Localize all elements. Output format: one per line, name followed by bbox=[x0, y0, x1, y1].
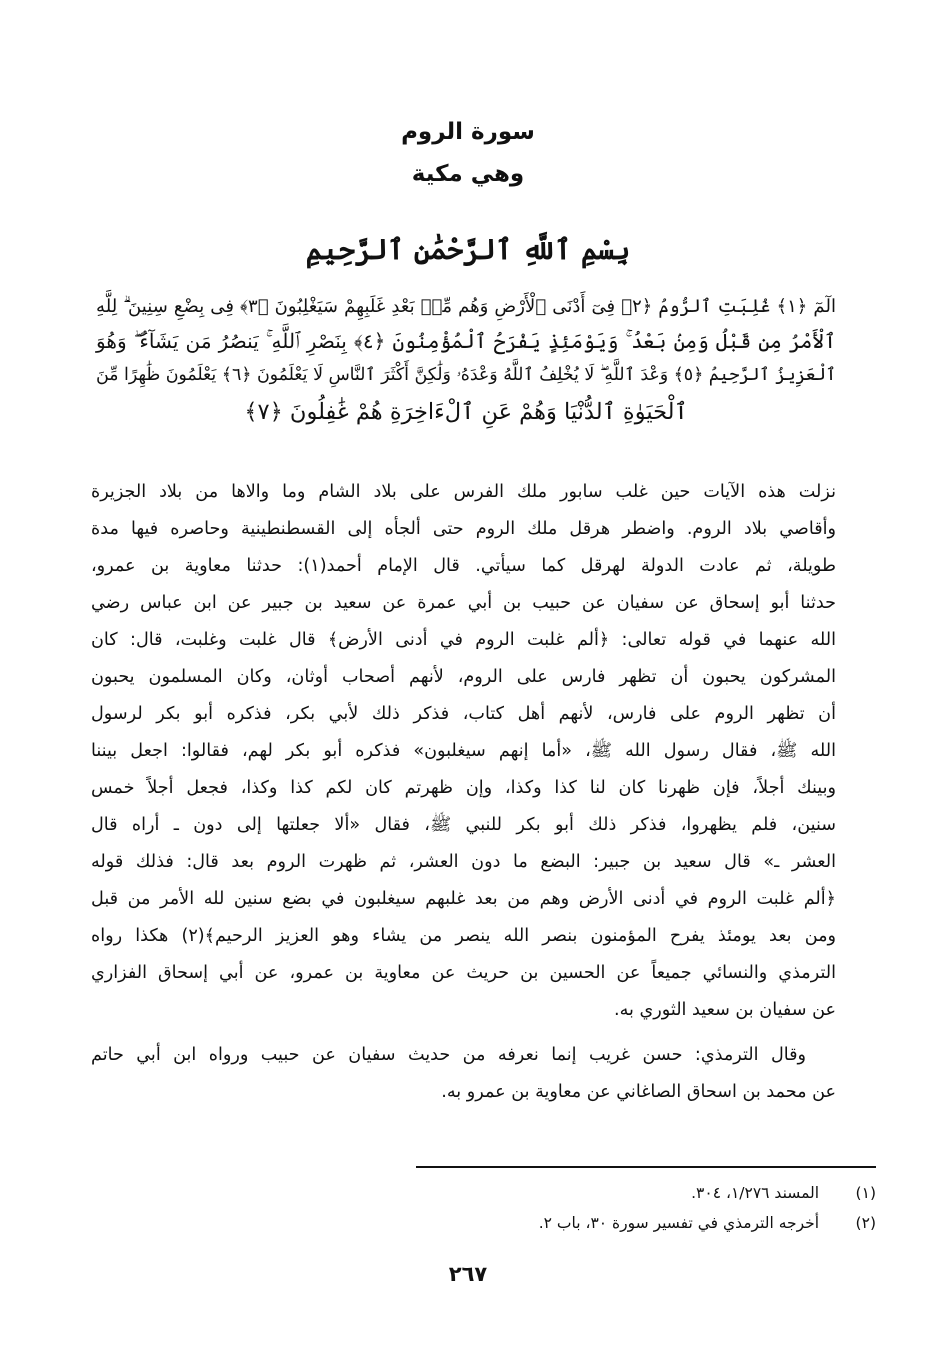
surah-subtitle: وهي مكية bbox=[411, 161, 525, 187]
body-line: الله ﷺ، فقال رسول الله ﷺ، «أما إنهم سيغلبون» فذكره أبو بكر لهم، فقالوا: اجعل بيننا bbox=[91, 741, 836, 761]
surah-title: سورة الروم bbox=[401, 119, 535, 145]
body-line: سنين، فلم يظهروا، فذكر ذلك أبو بكر للنبي ﷺ، فقال «ألا جعلتها إلى دون ـ أراه قال bbox=[91, 815, 836, 835]
body-line: ﴿ألم غلبت الروم في أدنى الأرض وهم من بعد غلبهم سيغلبون في بضع سنين لله الأمر من قبل bbox=[91, 889, 836, 909]
body-line: عن سفيان بن سعيد الثوري به. bbox=[614, 1000, 836, 1020]
footnote-number: (٢) bbox=[855, 1214, 876, 1232]
verse-line: ٱلْعَزِيزُ ٱلرَّحِيمُ ﴿٥﴾ وَعْدَ ٱللَّهِ ۖ لَا يُخْلِفُ ٱللَّهُ وَعْدَهُۥ وَلَٰكِنَّ أَكْثَرَ ٱلنَّاسِ لَا يَعْلَمُونَ ﴿٦﴾ يَعْلَمُونَ ظَٰهِرًا مِّنَ bbox=[96, 365, 836, 385]
verse-line: ٱلْأَمْرُ مِن قَبْلُ وَمِنۢ بَعْدُ ۚ وَيَوْمَئِذٍ يَفْرَحُ ٱلْمُؤْمِنُونَ ﴿٤﴾ بِنَصْرِ ٱللَّهِ ۚ يَنصُرُ مَن يَشَآءُ ۖ وَهُوَ bbox=[96, 329, 836, 353]
body-line: الترمذي والنسائي جميعاً عن الحسين بن حريث عن معاوية بن عمرو، عن أبي إسحاق الفزاري bbox=[91, 963, 836, 983]
basmala-calligraphy: بِسْمِ ٱللَّهِ ٱلرَّحْمَٰنِ ٱلرَّحِيمِ bbox=[305, 233, 631, 266]
body-line: عن محمد بن اسحاق الصاغاني عن معاوية بن عمرو به. bbox=[441, 1082, 836, 1102]
body-line: طويلة، ثم عادت الدولة لهرقل كما سيأتي. قال الإمام أحمد(١): حدثنا معاوية بن عمرو، bbox=[91, 556, 837, 576]
footnote-divider bbox=[416, 1166, 876, 1168]
body-line: نزلت هذه الآيات حين غلب سابور ملك الفرس على بلاد الشام وما والاها من بلاد الجزيرة bbox=[91, 482, 836, 502]
body-line: وقال الترمذي: حسن غريب إنما نعرفه من حديث سفيان عن حبيب ورواه ابن أبي حاتم bbox=[91, 1045, 806, 1065]
body-line: الله عنهما في قوله تعالى: ﴿ألم غلبت الروم في أدنى الأرض﴾ قال غلبت وغلبت، قال: كان bbox=[91, 630, 836, 650]
body-line: أن تظهر الروم على فارس، لأنهم أهل كتاب، فذكر ذلك لأبي بكر، فذكره أبو بكر لرسول bbox=[91, 704, 836, 724]
footnote bbox=[56, 1208, 876, 1238]
body-line: المشركون يحبون أن تظهر فارس على الروم، لأنهم أصحاب أوثان، وكان المسلمون يحبون bbox=[91, 667, 836, 687]
footnote-number: (١) bbox=[855, 1184, 876, 1202]
footnote-text: المسند ١/٢٧٦، ٣٠٤. bbox=[691, 1184, 820, 1202]
body-line: حدثنا أبو إسحاق عن سفيان عن حبيب بن أبي عمرة عن سعيد بن جبير عن ابن عباس رضي bbox=[91, 593, 836, 613]
footnote-text: أخرجه الترمذي في تفسير سورة ٣٠، باب ٢. bbox=[538, 1214, 820, 1232]
page-number: ٢٦٧ bbox=[448, 1262, 488, 1286]
verse-line: الٓمٓ ﴿١﴾ غُلِبَتِ ٱلرُّومُ ﴿٢﴾ فِىٓ أَدْنَى ٱلْأَرْضِ وَهُم مِّنۢ بَعْدِ غَلَبِهِمْ سَيَغْلِبُونَ ﴿٣﴾ فِى بِضْعِ سِنِينَ ۗ لِلَّهِ bbox=[96, 296, 836, 317]
body-line: العشر ـ» قال سعيد بن جبير: البضع ما دون العشر، ثم ظهرت الروم بعد قال: فذلك قوله bbox=[91, 852, 836, 872]
body-line: وبينك أجلاً، فإن ظهرنا كان لنا كذا وكذا، وإن ظهرتم كان لكم كذا وكذا، فجعل أجلاً خمس bbox=[91, 778, 836, 798]
footnote bbox=[56, 1178, 876, 1208]
body-line: وأقاصي بلاد الروم. واضطر هرقل ملك الروم حتى ألجأه إلى القسطنطينية وحاصره فيها مدة bbox=[91, 519, 836, 539]
body-line: ومن بعد يومئذ يفرح المؤمنون بنصر الله ينصر من يشاء وهو العزيز الرحيم﴾(٢) هكذا رواه bbox=[91, 926, 837, 946]
verse-line: ٱلْحَيَوٰةِ ٱلدُّنْيَا وَهُمْ عَنِ ٱلْءَاخِرَةِ هُمْ غَٰفِلُونَ ﴿٧﴾ bbox=[244, 399, 688, 425]
